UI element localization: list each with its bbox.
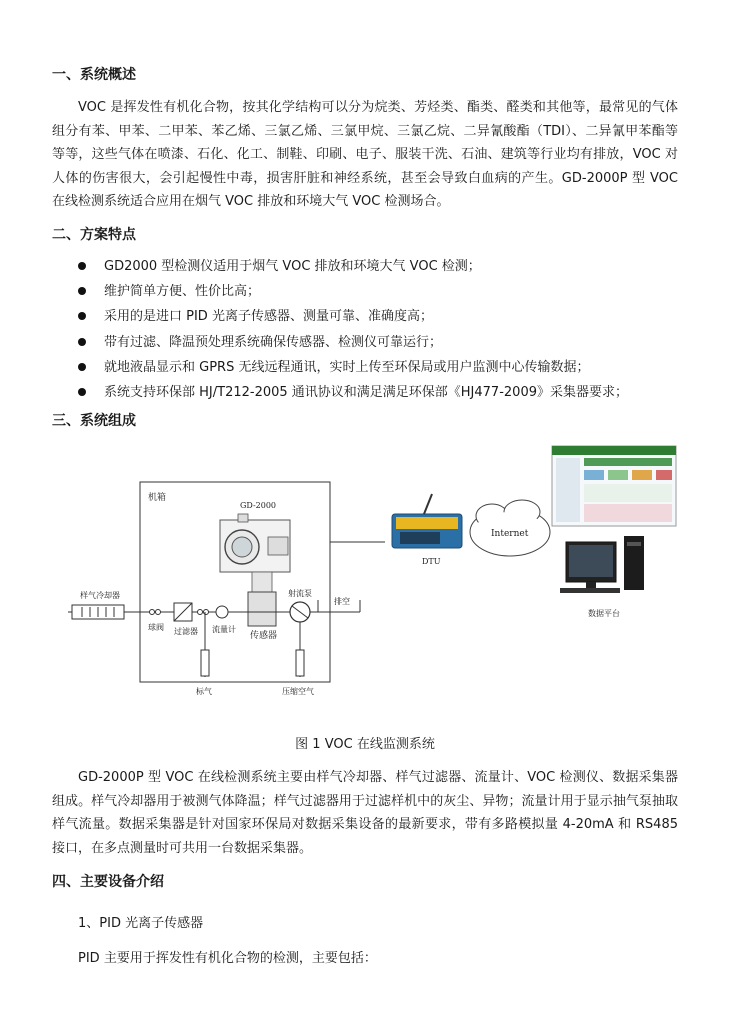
figure-caption: 图 1 VOC 在线监测系统 [295, 737, 435, 752]
compressed-air-inlet [296, 622, 304, 677]
internet-cloud [470, 500, 550, 556]
sensor-label: 传感器 [250, 631, 278, 641]
section-heading-features: 二、方案特点 [52, 227, 136, 243]
bullet-icon [78, 262, 86, 270]
exhaust-label: 排空 [334, 597, 350, 606]
cabinet-label: 机箱 [148, 493, 167, 503]
sample-cooler [72, 605, 124, 619]
list-item: GD2000 型检测仪适用于烟气 VOC 排放和环境大气 VOC 检测； [52, 254, 678, 279]
bullet-icon [78, 363, 86, 371]
device-label: GD-2000 [240, 501, 277, 510]
section-heading-composition: 三、系统组成 [52, 413, 136, 429]
standard-gas-inlet [201, 612, 209, 677]
gd2000-detector [220, 514, 290, 626]
filter-label: 过滤器 [174, 627, 198, 636]
dtu-device [392, 494, 462, 548]
list-item: 带有过滤、降温预处理系统确保传感器、检测仪可靠运行； [52, 330, 678, 355]
ball-valve [150, 610, 161, 615]
ball-valve-label: 球阀 [148, 623, 164, 632]
bullet-icon [78, 312, 86, 320]
bullet-icon [78, 338, 86, 346]
list-item: 采用的是进口 PID 光离子传感器、测量可靠、准确度高； [52, 304, 678, 329]
data-platform-screenshot [552, 446, 676, 526]
flowmeter-label: 流量计 [212, 625, 236, 634]
list-item: 系统支持环保部 HJ/T212-2005 通讯协议和满足满足环保部《HJ477-2009》采集器要求； [52, 380, 678, 405]
list-item: 就地液晶显示和 GPRS 无线远程通讯，实时上传至环保局或用户监测中心传输数据； [52, 355, 678, 380]
platform-label: 数据平台 [588, 609, 620, 618]
overview-paragraph: VOC 是挥发性有机化合物，按其化学结构可以分为烷类、芳烃类、酯类、醛类和其他等，最常见的气体组分有苯、甲苯、二甲苯、苯乙烯、三氯乙烯、三氯甲烷、三氯乙烷、二异氰酸酯（TDI）、二异氰甲苯酯等等等，这些气体在喷漆、石化、化工、制鞋、印刷、电子、服装干洗、石油、建筑等行业均有排放，VOC 对人体的伤害很大，会引起慢性中毒，损害肝脏和神经系统，甚至会导致白血病的产生。GD-2000P 型 VOC 在线检测系统适合应用在烟气 VOC 排放和环境大气 VOC 检测场合。 [52, 100, 678, 209]
standard-gas-label: 标气 [196, 687, 212, 696]
compressed-air-label: 压缩空气 [282, 687, 314, 696]
bullet-icon [78, 287, 86, 295]
gas-filter [174, 603, 192, 621]
computer-workstation [560, 536, 644, 593]
pid-intro: PID 主要用于挥发性有机化合物的检测，主要包括： [78, 951, 377, 966]
cooler-label: 样气冷却器 [80, 591, 120, 600]
list-item: 维护简单方便、性价比高； [52, 279, 678, 304]
composition-paragraph: GD-2000P 型 VOC 在线检测系统主要由样气冷却器、样气过滤器、流量计、VOC 检测仪、数据采集器组成。样气冷却器用于被测气体降温；样气过滤器用于过滤样机中的灰尘、异物；流量计用于显示抽气泵抽取样气流量。数据采集器是针对国家环保局对数据采集设备的最新要求，带有多路模拟量 4-20mA 和 RS485 接口，在多点测量时可共用一台数据采集器。 [52, 770, 678, 856]
jet-pump-label: 射流泵 [288, 589, 312, 598]
jet-pump [290, 602, 310, 622]
section-heading-equipment: 四、主要设备介绍 [52, 874, 164, 890]
equipment-item-1: 1、PID 光离子传感器 [78, 916, 204, 931]
section-heading-overview: 一、系统概述 [52, 67, 136, 83]
internet-label: Internet [491, 529, 529, 539]
dtu-label: DTU [422, 557, 441, 566]
bullet-icon [78, 388, 86, 396]
system-diagram [60, 442, 680, 712]
feature-list [52, 254, 678, 405]
